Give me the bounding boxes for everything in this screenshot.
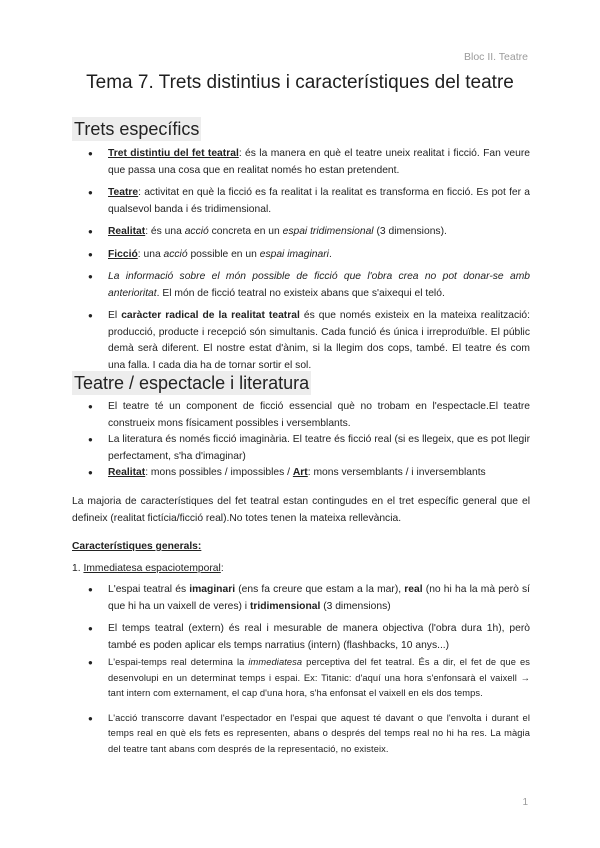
running-header: Bloc II. Teatre <box>463 51 528 63</box>
list-item: ● Ficció: una acció possible en un espai imaginari. <box>72 247 530 264</box>
section-heading-trets: Trets específics <box>74 119 200 139</box>
list-item: ● El temps teatral (extern) és real i mesurable de manera objectiva (l'obra dura 1h), però també es poden aplicar els temps narratius (intern) (flashbacks, 10 anys...) <box>72 621 530 654</box>
list-item: ● L'espai-temps real determina la immediatesa perceptiva del fet teatral. És a dir, el fet de que es desenvolupi en un determinat temps i espai. Ex: Titanic: d'aquí una hora s'enfonsarà el vaixell → tant intern com externament, el cap d'una hora, s'ha enfonsat el vaixell en els dos temps. <box>72 655 530 702</box>
list-item: ● El teatre té un component de ficció essencial què no trobam en l'espectacle.El teatre construeix mons físicament possibles i versemblants. <box>72 399 530 432</box>
list-item: ● La literatura és només ficció imaginària. El teatre és ficció real (si es llegeix, que es pot llegir perfectament, s'ha d'imaginar) <box>72 432 530 465</box>
trets-list <box>72 146 530 380</box>
list-item: ● El caràcter radical de la realitat teatral és que només existeix en la mateixa realització: producció, producte i recepció són simultanis. Cada funció és única i irreproduïble. El públic demà serà diferent. El nostre estat d'ànim, si la llegim dos cops, també. El teatre és com una falla. I cada dia ha de tornar sortir el sol. <box>72 308 530 374</box>
list-item: ● L'acció transcorre davant l'espectador en l'espai que aquest té davant o que l'envolta i durant el temps real en què els fets es representen, abans o després del temps real no hi ha res. La màgia del teatre tant abans com després de la representació, no existeix. <box>72 711 530 758</box>
subheading: Característiques generals: <box>72 541 202 552</box>
section-heading-teatre-literatura: Teatre / espectacle i literatura <box>74 373 310 393</box>
page-title: Tema 7. Trets distintius i característiques del teatre <box>86 72 514 93</box>
list-item: ● Realitat: mons possibles / impossibles / Art: mons versemblants / i inversemblants <box>72 465 530 482</box>
caracteristiques-list <box>72 582 530 660</box>
body-paragraph: La majoria de característiques del fet teatral estan contingudes en el tret específic general que el defineix (realitat fictícia/ficció real).No totes tenen la mateixa rellevància. <box>72 496 530 524</box>
page-number: 1 <box>522 797 528 808</box>
teatre-literatura-list <box>72 399 530 482</box>
list-item: ● La informació sobre el món possible de ficció que l'obra crea no pot donar-se amb anterioritat. El món de ficció teatral no existeix abans que s'aixequi el teló. <box>72 269 530 302</box>
list-item: ● L'espai teatral és imaginari (ens fa creure que estam a la mar), real (no hi ha la mà però sí que hi ha un vaixell de veres) i tridimensional (3 dimensions) <box>72 582 530 615</box>
list-item: ● Realitat: és una acció concreta en un espai tridimensional (3 dimensions). <box>72 224 530 241</box>
caracteristiques-detail-list <box>72 655 530 766</box>
list-item: ● Tret distintiu del fet teatral: és la manera en què el teatre uneix realitat i ficció. Fan veure que passa una cosa que en realitat només ho estan pretendent. <box>72 146 530 179</box>
list-item: ● Teatre: activitat en què la ficció es fa realitat i la realitat es transforma en ficció. Es pot fer a qualsevol banda i és tridimensional. <box>72 185 530 218</box>
numbered-heading: 1. Immediatesa espaciotemporal: <box>72 563 224 574</box>
